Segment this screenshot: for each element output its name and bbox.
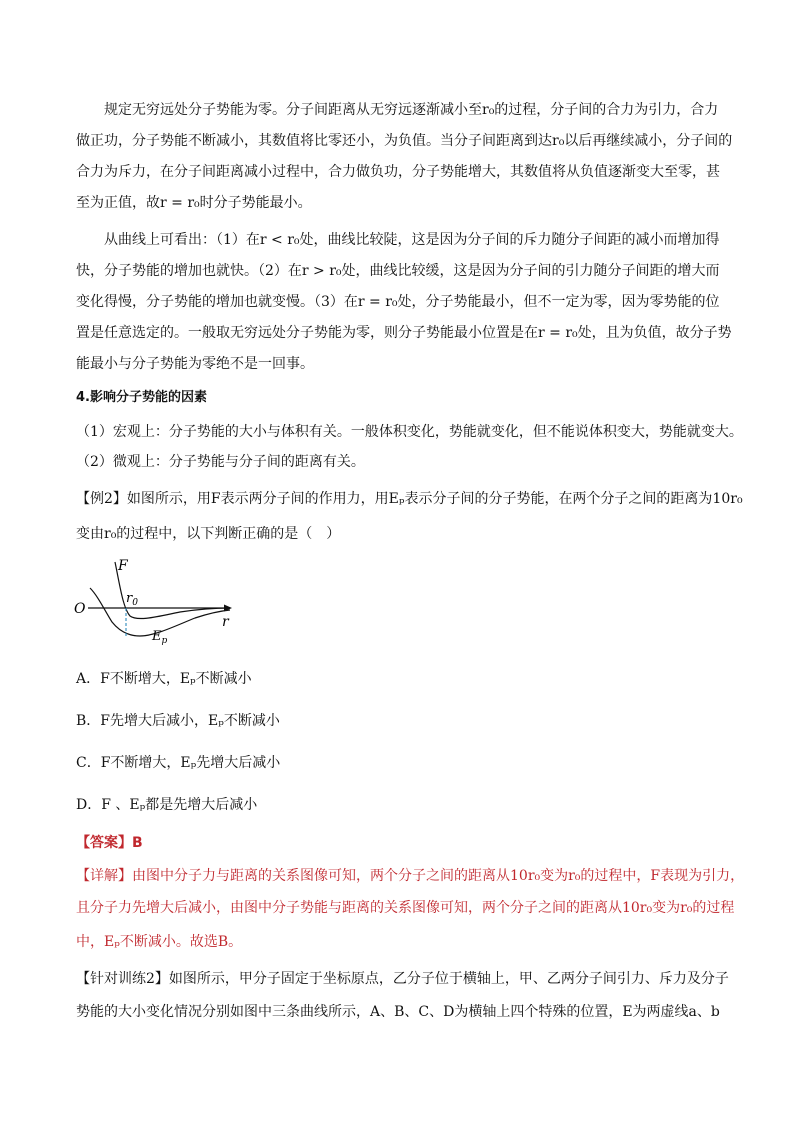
training-line: 势能的大小变化情况分别如图中三条曲线所示，A、B、C、D为横轴上四个特殊的位置，E为两虚线a、b [76, 1004, 720, 1020]
force-energy-figure [70, 556, 245, 651]
text-line: 变化得慢，分子势能的增加也就变慢。（3）在r = r₀处，分子势能最小，但不一定为零，因为零势能的位 [76, 294, 720, 310]
text-line: 至为正值，故r = r₀时分子势能最小。 [76, 195, 312, 211]
option-c[interactable]: C．F不断增大，Eₚ先增大后减小 [76, 755, 281, 771]
section-title: 4.影响分子势能的因素 [76, 390, 207, 405]
text-line: 从曲线上可看出：（1）在r < r₀处，曲线比较陡，这是因为分子间的斥力随分子间距的减小而增加得 [104, 232, 720, 248]
r0-label: $r_0$ [126, 591, 138, 608]
text-line: 做正功，分子势能不断减小，其数值将比零还小，为负值。当分子间距离到达r₀以后再继续减小，分子间的 [76, 133, 733, 149]
detail-line: 且分子力先增大后减小，由图中分子势能与距离的关系图像可知，两个分子之间的距离从10r₀变为r₀的过程 [76, 900, 735, 916]
text-line: 快，分子势能的增加也就快。（2）在r > r₀处，曲线比较缓，这是因为分子间的引力随分子间距的增大而 [76, 263, 720, 279]
option-a[interactable]: A．F不断增大，Eₚ不断减小 [76, 671, 252, 687]
text-line: 规定无穷远处分子势能为零。分子间距离从无穷远逐渐减小至r₀的过程，分子间的合力为引力，合力 [104, 102, 719, 118]
item-macro: （1）宏观上：分子势能的大小与体积有关。一般体积变化，势能就变化，但不能说体积变大，势能就变大。 [76, 424, 743, 440]
force-label: F [118, 558, 128, 574]
training-line: 【针对训练2】如图所示，甲分子固定于坐标原点，乙分子位于横轴上，甲、乙两分子间引力、斥力及分子 [76, 971, 729, 987]
force-curve [115, 562, 230, 619]
energy-label: $E_p$ [152, 629, 168, 646]
answer: 【答案】B [76, 835, 143, 851]
option-d[interactable]: D．F 、Eₚ都是先增大后减小 [76, 797, 258, 813]
example-line-1: 【例2】如图所示，用F表示两分子间的作用力，用Eₚ表示分子间的分子势能，在两个分子之间的距离为10r₀ [76, 491, 743, 507]
x-axis-label: r [222, 614, 229, 630]
detail-line: 中，Eₚ不断减小。故选B。 [76, 934, 243, 950]
text-line: 能最小与分子势能为零绝不是一回事。 [76, 356, 314, 372]
text-line: 置是任意选定的。一般取无穷远处分子势能为零，则分子势能最小位置是在r = r₀处，且为负值，故分子势 [76, 325, 732, 341]
option-b[interactable]: B．F先增大后减小，Eₚ不断减小 [76, 713, 280, 729]
item-micro: （2）微观上：分子势能与分子间的距离有关。 [76, 454, 365, 470]
text-line: 合力为斥力，在分子间距离减小过程中，合力做负功，分子势能增大，其数值将从负值逐渐变大至零，甚 [76, 164, 720, 180]
example-line-2: 变由r₀的过程中，以下判断正确的是（ ） [76, 526, 341, 542]
origin-label: O [74, 601, 86, 617]
detail-line: 【详解】由图中分子力与距离的关系图像可知，两个分子之间的距离从10r₀变为r₀的过程中，F表现为引力， [76, 868, 745, 884]
